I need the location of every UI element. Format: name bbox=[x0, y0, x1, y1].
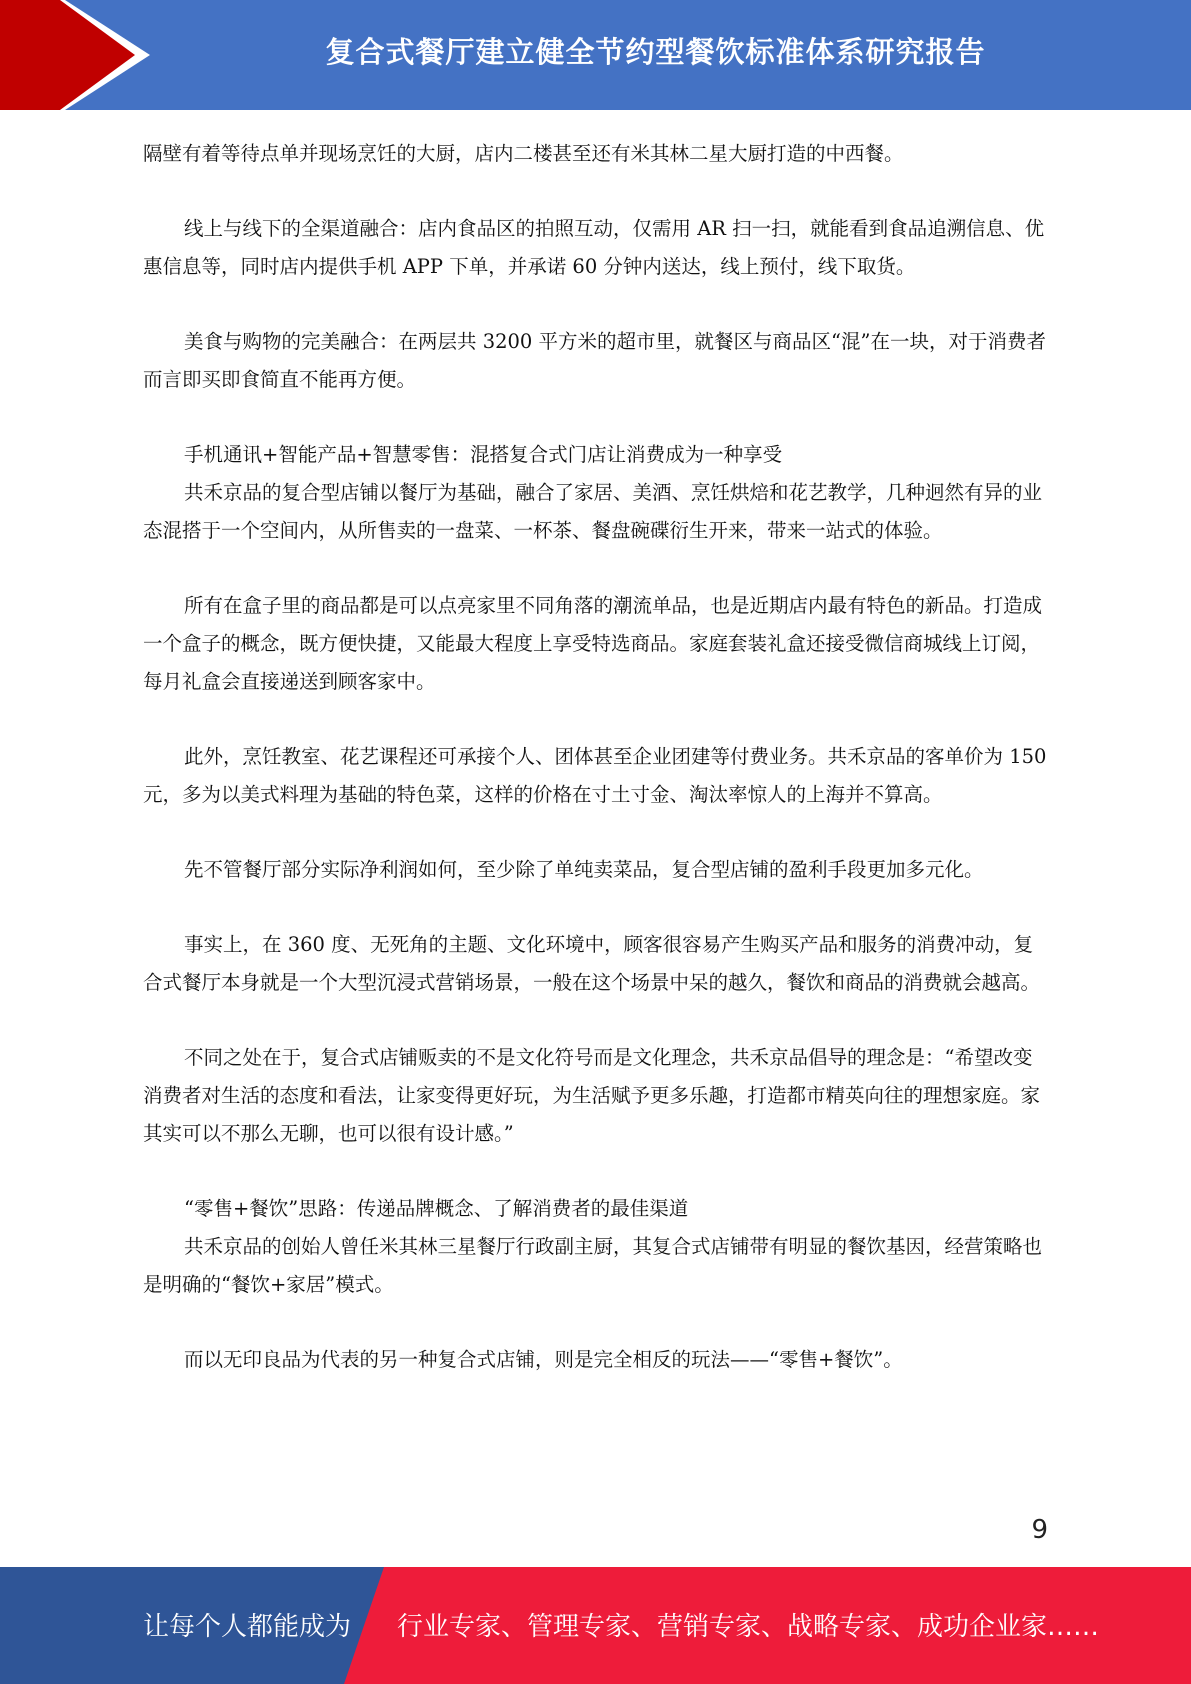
paragraph-2: 线上与线下的全渠道融合：店内食品区的拍照互动，仅需用 AR 扫一扫，就能看到食品追溯信息、优惠信息等，同时店内提供手机 APP 下单，并承诺 60 分钟内送达，线上预付，线下取货。 bbox=[143, 217, 1045, 278]
footer-slogan-right: 行业专家、管理专家、营销专家、战略专家、成功企业家…… bbox=[397, 1612, 1100, 1642]
document-body bbox=[143, 135, 1048, 1379]
paragraph-1: 隔壁有着等待点单并现场烹饪的大厨，店内二楼甚至还有米其林二星大厨打造的中西餐。 bbox=[143, 142, 904, 165]
page-header bbox=[0, 0, 1191, 110]
paragraph-11: 而以无印良品为代表的另一种复合式店铺，则是完全相反的玩法——“零售+餐饮”。 bbox=[184, 1348, 903, 1371]
paragraph-3: 美食与购物的完美融合：在两层共 3200 平方米的超市里，就餐区与商品区“混”在一块，对于消费者而言即买即食简直不能再方便。 bbox=[143, 330, 1046, 391]
paragraph-10: 共禾京品的创始人曾任米其林三星餐厅行政副主厨，其复合式店铺带有明显的餐饮基因，经营策略也是明确的“餐饮+家居”模式。 bbox=[143, 1235, 1043, 1296]
footer-slogan-left: 让每个人都能成为 bbox=[143, 1612, 352, 1642]
section-heading-1: 手机通讯+智能产品+智慧零售：混搭复合式门店让消费成为一种享受 bbox=[184, 443, 783, 466]
paragraph-8: 事实上，在 360 度、无死角的主题、文化环境中，顾客很容易产生购买产品和服务的消费冲动，复合式餐厅本身就是一个大型沉浸式营销场景，一般在这个场景中呆的越久，餐饮和商品的消费就会越高。 bbox=[143, 933, 1041, 994]
section-heading-2: “零售+餐饮”思路：传递品牌概念、了解消费者的最佳渠道 bbox=[184, 1197, 689, 1220]
header-arrow bbox=[0, 0, 135, 110]
paragraph-4: 共禾京品的复合型店铺以餐厅为基础，融合了家居、美酒、烹饪烘焙和花艺教学，几种迥然有异的业态混搭于一个空间内，从所售卖的一盘菜、一杯茶、餐盘碗碟衍生开来，带来一站式的体验。 bbox=[143, 481, 1043, 542]
header-title: 复合式餐厅建立健全节约型餐饮标准体系研究报告 bbox=[325, 35, 986, 69]
paragraph-9: 不同之处在于，复合式店铺贩卖的不是文化符号而是文化理念，共禾京品倡导的理念是：“希望改变消费者对生活的态度和看法，让家变得更好玩，为生活赋予更多乐趣，打造都市精英向往的理想家庭。家其实可以不那么无聊，也可以很有设计感。” bbox=[143, 1046, 1041, 1145]
paragraph-5: 所有在盒子里的商品都是可以点亮家里不同角落的潮流单品，也是近期店内最有特色的新品。打造成一个盒子的概念，既方便快捷，又能最大程度上享受特选商品。家庭套装礼盒还接受微信商城线上订阅，每月礼盒会直接递送到顾客家中。 bbox=[143, 594, 1043, 693]
page-number: 9 bbox=[1031, 1515, 1048, 1545]
paragraph-6: 此外，烹饪教室、花艺课程还可承接个人、团体甚至企业团建等付费业务。共禾京品的客单价为 150 元，多为以美式料理为基础的特色菜，这样的价格在寸土寸金、淘汰率惊人的上海并不算高。 bbox=[143, 745, 1047, 806]
page-footer bbox=[0, 1567, 1191, 1684]
paragraph-7: 先不管餐厅部分实际净利润如何，至少除了单纯卖菜品，复合型店铺的盈利手段更加多元化。 bbox=[184, 858, 984, 881]
